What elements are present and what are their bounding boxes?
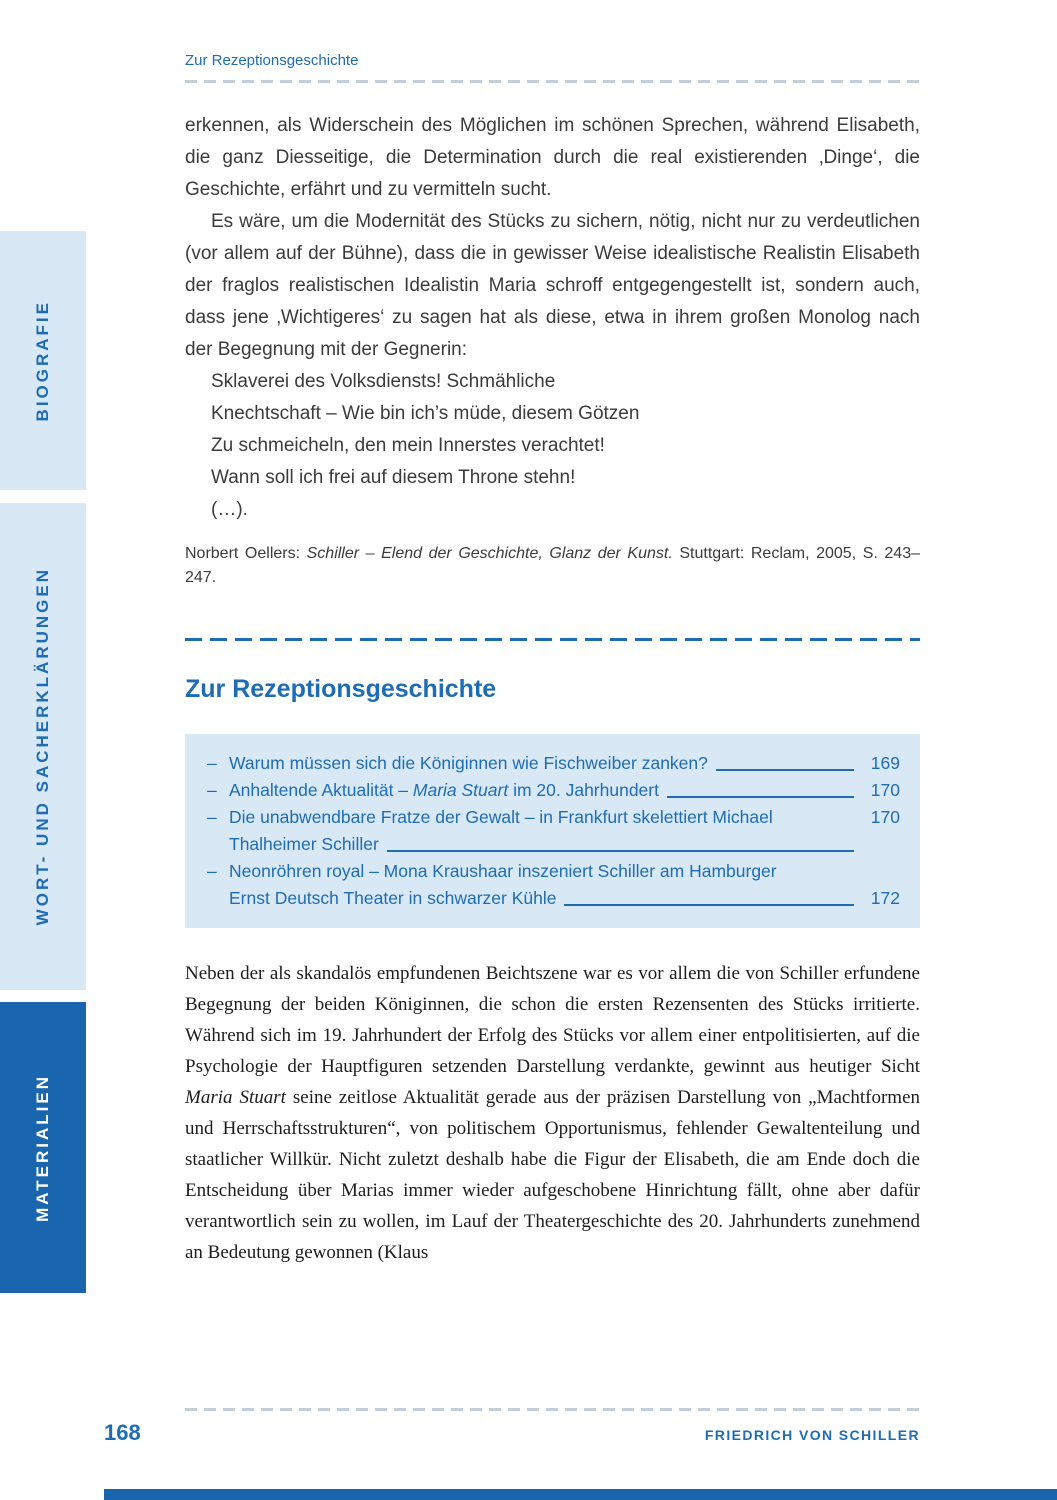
- source-citation: [185, 542, 920, 590]
- article-part-1: Neben der als skandalös empfundenen Beichtszene war es vor allem die von Schiller erfundene Begegnung der beiden Königinnen, die schon die ersten Rezensenten des Stücks irritierte. Während sich im 19. Jahrhundert der Erfolg des Stücks vor allem einer entpolitisierten, auf die Psychologie der Hauptfiguren setzenden Darstellung verdankte, gewinnt aus heutiger Sicht: [185, 963, 920, 1077]
- section-divider-dashed: [185, 638, 920, 641]
- toc-entry-text: [229, 777, 659, 804]
- source-author: Norbert Oellers:: [185, 545, 307, 562]
- sidebar-tab-label: WORT- UND SACHERKLÄRUNGEN: [33, 567, 52, 926]
- toc-leader-line: [667, 777, 854, 798]
- quote-line: Zu schmeicheln, den mein Innerstes verachtet!: [211, 435, 605, 456]
- toc-page-number: 170: [870, 780, 900, 800]
- toc-row: [207, 858, 900, 885]
- toc-entry-text: [229, 804, 773, 831]
- toc-dash: –: [207, 780, 217, 800]
- main-column: [185, 52, 920, 1268]
- toc-page-number: [862, 858, 900, 885]
- essay-text: [185, 110, 920, 590]
- article-part-2: seine zeitlose Aktualität gerade aus der präzisen Darstellung von „Machtformen und Herrschaftsstrukturen“, von politischem Opportunismus, fehlender Gewaltenteilung und staatlicher Willkür. Nicht zuletzt deshalb habe die Figur der Elisabeth, die am Ende doch die Entscheidung über Marias immer wieder aufgeschobene Hinrichtung fällt, ohne aber dafür verantwortlich sein zu wollen, im Lauf der Theatergeschichte des 20. Jahrhunderts zunehmend an Bedeutung gewonnen (Klaus: [185, 1087, 921, 1263]
- toc-dash: [207, 831, 229, 858]
- sidebar-tab-materialien: [0, 1002, 86, 1293]
- header-rule: [185, 80, 920, 83]
- toc-entry-prefix: Anhaltende Aktualität –: [229, 780, 413, 800]
- sidebar-tab-biografie: [0, 231, 86, 490]
- toc-entry-text: [229, 885, 556, 912]
- toc-entry-text: [229, 858, 777, 885]
- quote-line: Knechtschaft – Wie bin ich’s müde, diesem Götzen: [211, 403, 640, 424]
- toc-page-number: 172: [870, 888, 900, 908]
- article-italic-title: Maria Stuart: [185, 1087, 286, 1108]
- toc-leader-line: [785, 858, 854, 879]
- toc-entry-suffix: im 20. Jahrhundert: [508, 780, 659, 800]
- toc-dash: –: [207, 861, 217, 881]
- toc-page-number: 169: [870, 753, 900, 773]
- toc-entry-text: [229, 750, 708, 777]
- essay-paragraph-1: erkennen, als Widerschein des Möglichen im schönen Sprechen, während Elisabeth, die ganz Diesseitige, die Determination durch die real existierenden ‚Dinge‘, die Geschichte, erfährt und zu vermitteln sucht.: [185, 115, 920, 200]
- toc-row: [207, 777, 900, 804]
- toc-row: [207, 885, 900, 912]
- footer-author: FRIEDRICH VON SCHILLER: [704, 1427, 920, 1443]
- section-title: Zur Rezeptionsgeschichte: [185, 675, 497, 703]
- footer-rule: [185, 1408, 920, 1411]
- toc-row: [207, 750, 900, 777]
- toc-dash: –: [207, 807, 217, 827]
- toc-entry-italic: Maria Stuart: [412, 780, 509, 800]
- quote-line: (…).: [211, 499, 248, 520]
- toc-entry-prefix: Ernst Deutsch Theater in schwarzer Kühle: [229, 888, 557, 908]
- toc-leader-line: [781, 804, 854, 825]
- toc-leader-line: [564, 885, 854, 906]
- toc-row: [207, 804, 900, 831]
- toc-row: [207, 831, 900, 858]
- toc-entry-prefix: Neonröhren royal – Mona Kraushaar inszeniert Schiller am Hamburger: [229, 861, 777, 881]
- sidebar-tab-label: BIOGRAFIE: [33, 299, 52, 422]
- bottom-edge-bar: [104, 1489, 1057, 1500]
- source-title: Schiller – Elend der Geschichte, Glanz der Kunst.: [306, 545, 673, 562]
- sidebar-tab-wort-und-sacherklaerungen: [0, 503, 86, 990]
- toc-entry-prefix: Warum müssen sich die Königinnen wie Fischweiber zanken?: [229, 753, 708, 773]
- page-number: 168: [104, 1420, 141, 1445]
- toc-dash: –: [207, 753, 217, 773]
- toc-page-number: [862, 831, 900, 858]
- toc-leader-line: [387, 831, 854, 852]
- essay-paragraph-2: Es wäre, um die Modernität des Stücks zu sichern, nötig, nicht nur zu verdeutlichen (vor allem auf der Bühne), dass die in gewisser Weise idealistische Realistin Elisabeth der fraglos realistischen Idealistin Maria schroff entgegengestellt ist, sondern auch, dass jene ‚Wichtigeres‘ zu sagen hat als diese, etwa in ihrem großen Monolog nach der Begegnung mit der Gegnerin:: [185, 211, 920, 360]
- toc-entry-prefix: Thalheimer Schiller: [229, 834, 379, 854]
- sidebar-tab-label: MATERIALIEN: [33, 1073, 52, 1222]
- running-header-label: Zur Rezeptionsgeschichte: [185, 52, 359, 69]
- quote-line: Sklaverei des Volksdiensts! Schmähliche: [211, 371, 556, 392]
- toc-entry-text: [229, 831, 379, 858]
- toc-entry-prefix: Die unabwendbare Fratze der Gewalt – in Frankfurt skelettiert Michael: [229, 807, 773, 827]
- quote-line: Wann soll ich frei auf diesem Throne stehn!: [211, 467, 576, 488]
- article-paragraph: [185, 958, 920, 1268]
- toc-page-number: 170: [870, 807, 900, 827]
- verse-quote-block: [211, 366, 920, 526]
- source-publisher: Stuttgart: Reclam, 2005, S. 243–247.: [185, 545, 920, 586]
- toc-leader-line: [716, 750, 854, 771]
- section-toc-box: [185, 734, 920, 928]
- toc-dash: [207, 885, 229, 912]
